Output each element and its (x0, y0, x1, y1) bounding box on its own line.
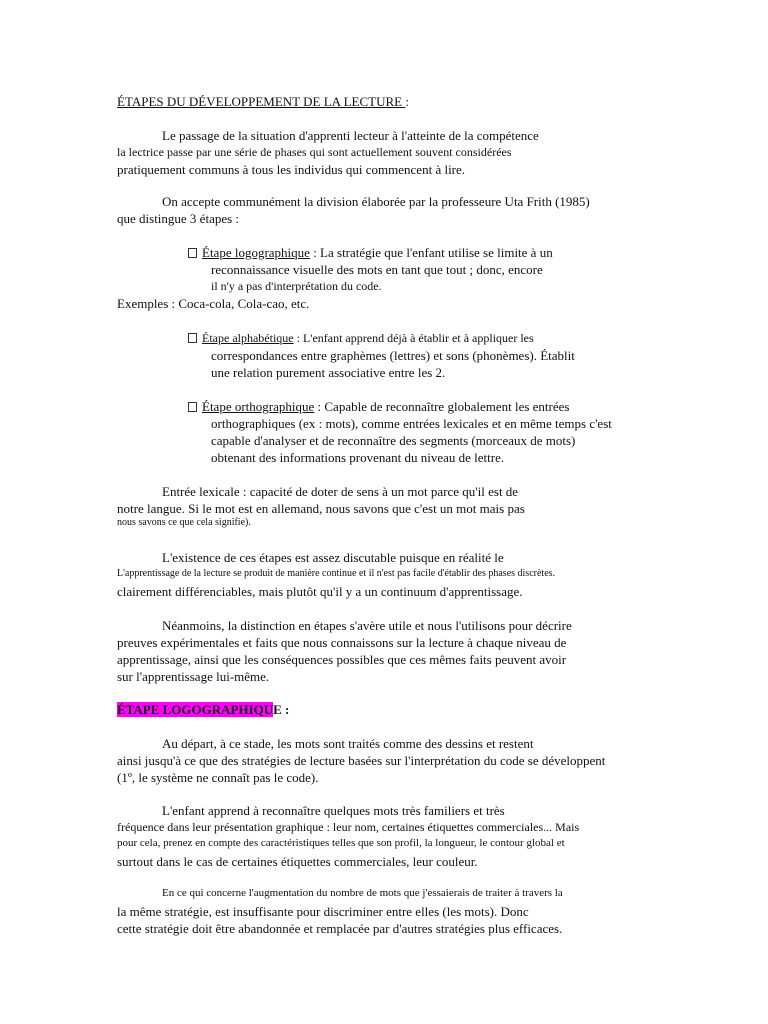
paragraph-line: nous savons ce que cela signifie). (117, 517, 251, 528)
paragraph-line: En ce qui concerne l'augmentation du nombre de mots que j'essaierais de traiter à travers la (162, 887, 563, 899)
list-item-line: reconnaissance visuelle des mots en tant que tout ; donc, encore (211, 262, 543, 277)
paragraph-line: que distingue 3 étapes : (117, 211, 240, 226)
paragraph-line: la lectrice passe par une série de phases qui sont actuellement souvent considérées (117, 145, 512, 159)
paragraph-line: Néanmoins, la distinction en étapes s'avère utile et nous l'utilisons pour décrire (162, 618, 572, 633)
paragraph-line: notre langue. Si le mot est en allemand, nous savons que c'est un mot mais pas (117, 501, 525, 516)
list-item-line: correspondances entre graphèmes (lettres) et sons (phonèmes). Établit (211, 348, 575, 363)
paragraph-line: cette stratégie doit être abandonnée et remplacée par d'autres stratégies plus efficaces. (117, 921, 563, 936)
paragraph-line: la même stratégie, est insuffisante pour discriminer entre elles (les mots). Donc (117, 904, 529, 919)
checkbox-icon (188, 333, 197, 343)
checkbox-icon (188, 248, 197, 258)
paragraph-line: Entrée lexicale : capacité de doter de sens à un mot parce qu'il est de (162, 484, 519, 499)
list-item-line: orthographiques (ex : mots), comme entrées lexicales et en même temps c'est (211, 416, 612, 431)
paragraph-line: fréquence dans leur présentation graphique : leur nom, certaines étiquettes commerciales... Mais (117, 820, 580, 834)
checkbox-icon (188, 402, 197, 412)
paragraph-line: L'existence de ces étapes est assez discutable puisque en réalité le (162, 550, 504, 565)
paragraph-line: Au départ, à ce stade, les mots sont traités comme des dessins et restent (162, 736, 534, 751)
paragraph-line: clairement différenciables, mais plutôt qu'il y a un continuum d'apprentissage. (117, 584, 523, 599)
paragraph-line: surtout dans le cas de certaines étiquettes commerciales, leur couleur. (117, 854, 478, 869)
list-item-line: obtenant des informations provenant du niveau de lettre. (211, 450, 505, 465)
paragraph-line: L'enfant apprend à reconnaître quelques mots très familiers et très (162, 803, 505, 818)
paragraph-line: pratiquement communs à tous les individus qui commencent à lire. (117, 162, 466, 177)
section-heading: ÉTAPE LOGOGRAPHIQUE : (117, 702, 290, 717)
list-item-stage-alphabetic: Étape alphabétique : L'enfant apprend déjà à établir et à appliquer les (188, 332, 534, 344)
paragraph-line: preuves expérimentales et faits que nous connaissons sur la lecture à chaque niveau de (117, 635, 567, 650)
paragraph-line: (1º, le système ne connaît pas le code). (117, 770, 319, 785)
highlighted-text: ÉTAPE LOGOGRAPHIQU (117, 702, 274, 717)
page-title: ÉTAPES DU DÉVELOPPEMENT DE LA LECTURE : (117, 94, 409, 109)
list-item-stage-logographic: Étape logographique : La stratégie que l'enfant utilise se limite à un (188, 246, 553, 259)
list-item-line: une relation purement associative entre les 2. (211, 365, 446, 380)
paragraph-line: L'apprentissage de la lecture se produit de manière continue et il n'est pas facile d'établir des phases discrètes. (117, 568, 556, 579)
paragraph-line: ainsi jusqu'à ce que des stratégies de lecture basées sur l'interprétation du code se développent (117, 753, 606, 768)
list-item-line: il n'y a pas d'interprétation du code. (211, 279, 382, 293)
paragraph-line: On accepte communément la division élaborée par la professeure Uta Frith (1985) (162, 194, 590, 209)
list-item-line: capable d'analyser et de reconnaître des segments (morceaux de mots) (211, 433, 576, 448)
paragraph-line: pour cela, prenez en compte des caractéristiques telles que son profil, la longueur, le contour global et (117, 837, 565, 849)
paragraph-line: Le passage de la situation d'apprenti lecteur à l'atteinte de la compétence (162, 128, 539, 143)
paragraph-line: sur l'apprentissage lui-même. (117, 669, 270, 684)
examples-line: Exemples : Coca-cola, Cola-cao, etc. (117, 296, 310, 311)
list-item-stage-orthographic: Étape orthographique : Capable de reconnaître globalement les entrées (188, 400, 569, 413)
paragraph-line: apprentissage, ainsi que les conséquences possibles que ces mêmes faits peuvent avoir (117, 652, 567, 667)
